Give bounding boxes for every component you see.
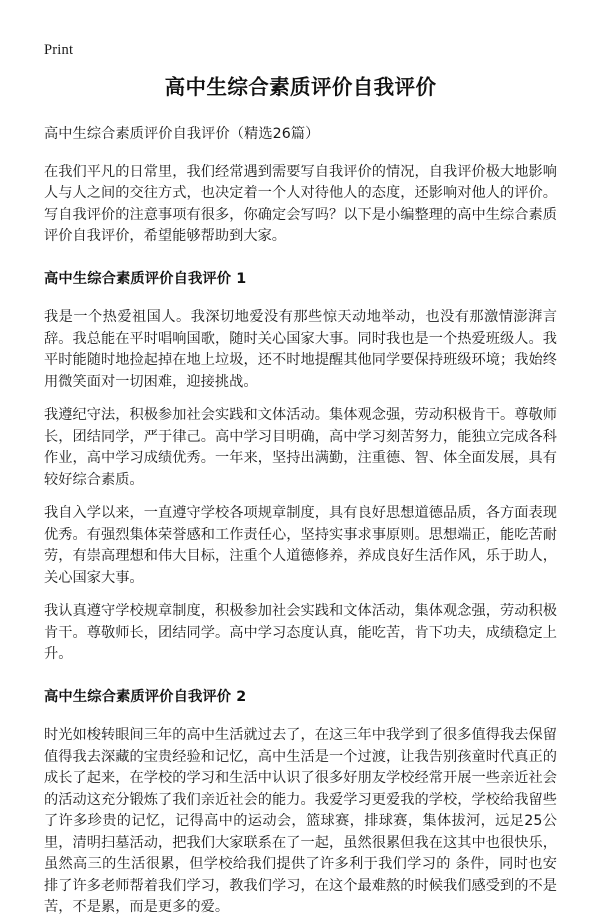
section-heading-1: 高中生综合素质评价自我评价 1	[44, 270, 247, 287]
document-content	[44, 74, 557, 919]
section-1-paragraph-1: 我是一个热爱祖国人。我深切地爱没有那些惊天动地举动，也没有那激情澎湃言辞。我总能在平时唱响国歌，随时关心国家大事。同时我也是一个热爱班级人。我平时能随时地捡起掉在地上垃圾，还不时地提醒其他同学要保持班级环境；我始终用微笑面对一切困难，迎接挑战。	[44, 309, 557, 390]
section-1-paragraph-3: 我自入学以来，一直遵守学校各项规章制度，具有良好思想道德品质，各方面表现优秀。有强烈集体荣誉感和工作责任心，坚持实事求事原则。思想端正，能吃苦耐劳，有崇高理想和伟大目标，注重个人道德修养，养成良好生活作风，乐于助人，关心国家大事。	[44, 505, 557, 586]
section-heading-2: 高中生综合素质评价自我评价 2	[44, 688, 247, 705]
page-title: 高中生综合素质评价自我评价	[164, 75, 437, 99]
section-2-paragraph-1: 时光如梭转眼间三年的高中生活就过去了，在这三年中我学到了很多值得我去保留值得我去深藏的宝贵经验和记忆，高中生活是一个过渡，让我告别孩童时代真正的成长了起来，在学校的学习和生活中认识了很多好朋友学校经常开展一些亲近社会的活动这充分锻炼了我们亲近社会的能力。我爱学习更爱我的学校，学校给我留些了许多珍贵的记忆，记得高中的运动会，篮球赛，排球赛，集体拔河，远足25公里，清明扫墓活动，把我们大家联系在了一起，虽然很累但我在这其中也很快乐，虽然高三的生活很累，但学校给我们提供了许多利于我们学习的 条件，同时也安排了许多老师帮着我们学习，教我们学习，在这个最难熬的时候我们感受到的不是苦，不是累，而是更多的爱。	[44, 727, 557, 916]
intro-paragraph: 在我们平凡的日常里，我们经常遇到需要写自我评价的情况，自我评价极大地影响人与人之间的交往方式，也决定着一个人对待他人的态度，还影响对他人的评价。写自我评价的注意事项有很多，你确定会写吗？以下是小编整理的高中生综合素质评价自我评价，希望能够帮助到大家。	[44, 163, 557, 245]
print-link[interactable]: Print	[44, 42, 74, 58]
section-1-paragraph-2: 我遵纪守法，积极参加社会实践和文体活动。集体观念强，劳动积极肯干。尊敬师长，团结同学，严于律己。高中学习目明确，高中学习刻苦努力，能独立完成各科作业，高中学习成绩优秀。一年来，坚持出满勤，注重德、智、体全面发展，具有较好综合素质。	[44, 407, 557, 488]
section-1-paragraph-4: 我认真遵守学校规章制度，积极参加社会实践和文体活动，集体观念强，劳动积极肯干。尊敬师长，团结同学。高中学习态度认真，能吃苦，肯下功夫，成绩稳定上升。	[44, 603, 557, 663]
document-subtitle: 高中生综合素质评价自我评价（精选26篇）	[44, 125, 320, 142]
